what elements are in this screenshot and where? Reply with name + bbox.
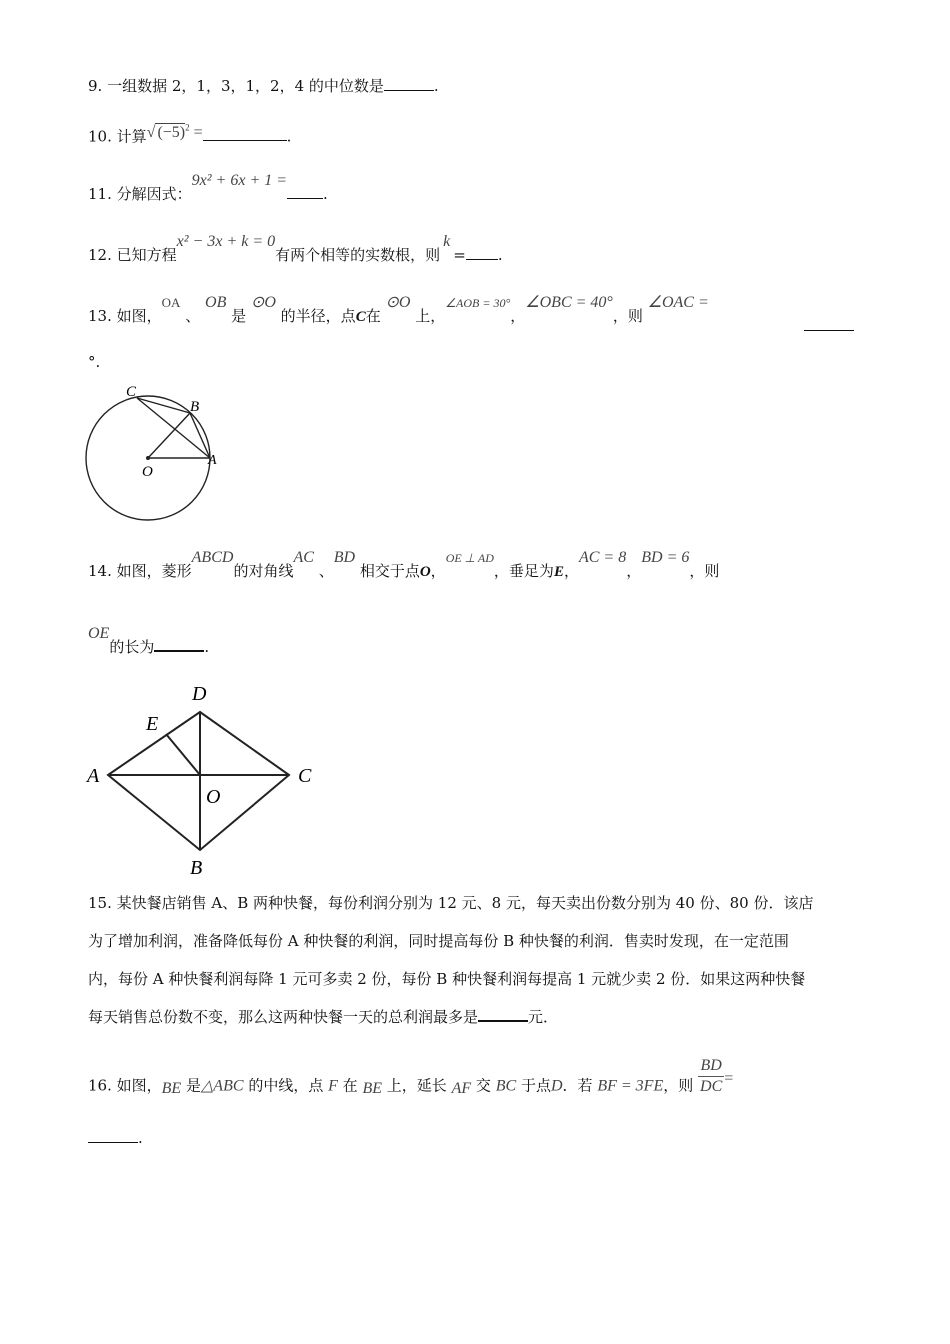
question-15-line2 bbox=[88, 931, 789, 951]
q12-eq2: = bbox=[453, 246, 466, 264]
q16-answer-blank[interactable] bbox=[88, 1128, 138, 1143]
q12-equation: x² − 3x + k = 0 bbox=[176, 233, 276, 250]
q16-number: 16. bbox=[88, 1076, 112, 1095]
q16-f: F bbox=[328, 1077, 338, 1095]
q10-radicand: (−5) bbox=[157, 124, 186, 142]
q14-comma: ， bbox=[430, 562, 446, 580]
q12-k: k bbox=[443, 233, 451, 250]
fig13-label-o: O bbox=[142, 464, 153, 480]
q14-bd6: BD = 6 bbox=[641, 549, 690, 566]
fig14-label-c: C bbox=[298, 765, 312, 787]
q16-fraction bbox=[698, 1056, 724, 1097]
question-16 bbox=[88, 1057, 734, 1107]
q10-equals: = bbox=[193, 124, 203, 142]
q16-text5: 上，延长 bbox=[386, 1076, 447, 1095]
q13-text2: 是 bbox=[231, 307, 247, 325]
fig13-ba bbox=[190, 413, 210, 458]
q16-text1: 如图， bbox=[116, 1076, 162, 1095]
fig14-label-e: E bbox=[146, 713, 159, 735]
q12-answer-blank[interactable] bbox=[466, 245, 498, 260]
q13-comma2: ，则 bbox=[612, 307, 643, 325]
q13-angle-obc: ∠OBC = 40° bbox=[525, 294, 613, 311]
q14-text2: 的对角线 bbox=[233, 562, 294, 580]
q16-af: AF bbox=[451, 1079, 472, 1097]
q15-answer-blank[interactable] bbox=[478, 1006, 528, 1022]
q13-point-c: C bbox=[355, 309, 366, 325]
question-15-line4 bbox=[88, 1006, 558, 1027]
q16-condition: BF = 3FE bbox=[597, 1077, 664, 1095]
q13-angle-aob: ∠AOB = 30° bbox=[445, 296, 511, 310]
q14-o: O bbox=[419, 564, 431, 580]
q14-e: E bbox=[553, 564, 564, 580]
fig13-label-b: B bbox=[190, 399, 200, 415]
q16-d: D bbox=[550, 1077, 563, 1095]
q14-then: ，则 bbox=[689, 562, 720, 580]
q16-bc: BC bbox=[495, 1077, 517, 1095]
q13-text4: 在 bbox=[365, 307, 381, 325]
q15-line4: 每天销售总份数不变，那么这两种快餐一天的总利润最多是 bbox=[88, 1008, 479, 1026]
q16-be2: BE bbox=[362, 1079, 383, 1097]
fig14-rhombus bbox=[108, 712, 289, 850]
q15-line1: 某快餐店销售 A、B 两种快餐，每份利润分别为 12 元、8 元，每天卖出份数分别为 40 份、80 份．该店 bbox=[116, 894, 814, 912]
question-14-line2 bbox=[88, 625, 210, 658]
q14-ac8: AC = 8 bbox=[578, 549, 627, 566]
q11-expression: 9x² + 6x + 1 = bbox=[191, 172, 288, 189]
q10-number: 10. bbox=[88, 127, 112, 146]
q14-comma2: ， bbox=[563, 562, 579, 580]
q13-text5: 上， bbox=[415, 307, 446, 325]
q16-equals: = bbox=[724, 1069, 734, 1087]
fig14-label-d: D bbox=[192, 683, 207, 705]
q10-sqrt-expression: √ $(-5)^2$ = bbox=[146, 123, 203, 142]
q13-answer-wrap bbox=[804, 316, 854, 336]
q14-number: 14. bbox=[88, 562, 112, 580]
q16-text8: ．若 bbox=[562, 1076, 593, 1095]
q12-text1: 已知方程 bbox=[116, 246, 177, 264]
q13-angle-oac: ∠OAC = bbox=[647, 294, 709, 311]
q14-text4: ，垂足为 bbox=[493, 562, 554, 580]
q11-text: 分解因式： bbox=[116, 185, 192, 203]
q14-answer-blank[interactable] bbox=[154, 636, 204, 652]
question-16-line2 bbox=[88, 1128, 143, 1148]
q10-end: . bbox=[286, 127, 292, 146]
question-12 bbox=[88, 233, 503, 266]
question-13 bbox=[88, 294, 709, 327]
q11-end: . bbox=[323, 185, 328, 203]
q14-text3: 相交于点 bbox=[359, 562, 420, 580]
question-9 bbox=[88, 76, 439, 96]
q13-ob: OB bbox=[205, 294, 227, 311]
q16-text4: 在 bbox=[342, 1076, 358, 1095]
q12-end: . bbox=[497, 246, 503, 264]
q13-comma1: ， bbox=[510, 307, 526, 325]
q13-degree-line bbox=[88, 352, 100, 372]
q14-comma3: ， bbox=[626, 562, 642, 580]
q9-end: . bbox=[433, 77, 439, 95]
fig13-label-a: A bbox=[208, 453, 217, 468]
q12-text2: 有两个相等的实数根，则 bbox=[275, 246, 441, 264]
q11-number: 11. bbox=[88, 185, 112, 203]
q14-abcd: ABCD bbox=[191, 549, 234, 566]
q14-oe: OE bbox=[88, 625, 110, 642]
fig14-label-b: B bbox=[190, 857, 203, 878]
q12-number: 12. bbox=[88, 246, 112, 264]
fig13-center-dot bbox=[146, 456, 150, 460]
q16-fraction-numerator: BD bbox=[698, 1056, 724, 1077]
fig14-oe bbox=[166, 734, 200, 775]
figure-13-circle bbox=[82, 380, 232, 530]
figure-14-rhombus bbox=[82, 678, 322, 878]
question-15-line3 bbox=[88, 969, 805, 989]
q15-line2: 为了增加利润，准备降低每份 A 种快餐的利润，同时提高每份 B 种快餐的利润．售卖时发现，在一定范围 bbox=[88, 932, 789, 950]
fig14-label-a: A bbox=[87, 765, 100, 787]
q13-sep: 、 bbox=[185, 307, 201, 325]
q14-end: . bbox=[204, 638, 210, 656]
q13-answer-blank[interactable] bbox=[804, 316, 854, 331]
q15-line3: 内，每份 A 种快餐利润每降 1 元可多卖 2 份，每份 B 种快餐利润每提高 1 元就少卖 2 份．如果这两种快餐 bbox=[88, 970, 806, 988]
fig13-label-c: C bbox=[126, 384, 137, 400]
q15-number: 15. bbox=[88, 894, 112, 912]
q16-triangle: △ABC bbox=[201, 1077, 244, 1095]
q9-text: 一组数据 2，1，3，1，2，4 的中位数是 bbox=[107, 77, 384, 95]
q10-answer-blank[interactable] bbox=[203, 126, 287, 141]
question-10 bbox=[88, 122, 291, 147]
question-11 bbox=[88, 172, 328, 205]
fig14-label-o: O bbox=[206, 786, 221, 808]
q16-be: BE bbox=[161, 1079, 182, 1097]
question-15 bbox=[88, 893, 813, 913]
q13-circle2: ⊙O bbox=[385, 294, 411, 311]
q16-text2: 是 bbox=[185, 1076, 201, 1095]
q13-end: °. bbox=[88, 353, 101, 371]
q9-answer-blank[interactable] bbox=[384, 76, 434, 91]
q16-text7: 于点 bbox=[520, 1076, 551, 1095]
q15-unit: 元． bbox=[528, 1008, 559, 1026]
q10-text: 计算 bbox=[116, 127, 147, 146]
q16-fraction-denominator: DC bbox=[700, 1078, 723, 1095]
q9-number: 9. bbox=[88, 77, 103, 95]
q14-perp: OE ⊥ AD bbox=[445, 551, 494, 565]
q16-text9: ，则 bbox=[663, 1076, 694, 1095]
q14-ac: AC bbox=[293, 549, 314, 566]
q10-exponent: 2 bbox=[185, 123, 190, 133]
q13-text3: 的半径，点 bbox=[280, 307, 356, 325]
q13-text1: 如图， bbox=[116, 307, 162, 325]
q13-circle: ⊙O bbox=[250, 294, 276, 311]
q14-bd: BD bbox=[333, 549, 356, 566]
q16-end: . bbox=[138, 1129, 143, 1147]
q16-text6: 交 bbox=[475, 1076, 491, 1095]
q13-number: 13. bbox=[88, 307, 112, 325]
q14-sep: 、 bbox=[318, 562, 334, 580]
q13-oa: OA bbox=[161, 295, 181, 310]
q14-text1: 如图，菱形 bbox=[116, 562, 192, 580]
q16-text3: 的中线，点 bbox=[248, 1076, 324, 1095]
q11-answer-blank[interactable] bbox=[287, 184, 323, 199]
q14-text5: 的长为 bbox=[109, 638, 155, 656]
